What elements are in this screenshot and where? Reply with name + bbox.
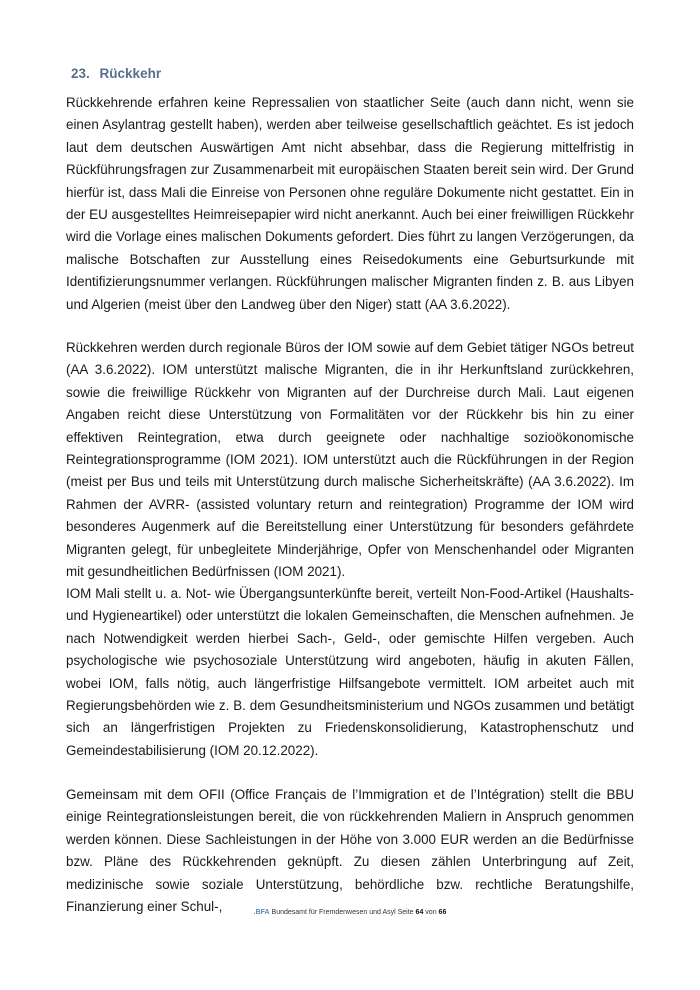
footer-page-total: 66	[438, 909, 447, 916]
paragraph-iom-mali-hilfen: IOM Mali stellt u. a. Not- wie Übergangsunterkünfte bereit, verteilt Non-Food-Artikel (Haushalts- und Hygieneartikel) oder unterstützt die lokalen Gemeinschaften, die Menschen aufnehmen. Je nach Notwendigkeit werden hierbei Sach-, Geld-, oder gemischte Hilfen vergeben. Auch psychologische wie psychosoziale Unterstützung wird angeboten, häufig in akuten Fällen, wobei IOM, falls nötig, auch längerfristige Hilfsangebote vermittelt. IOM arbeitet auch mit Regierungsbehörden wie z. B. dem Gesundheitsministerium und NGOs zusammen und betätigt sich an längerfristigen Projekten zu Friedenskonsolidierung, Katastrophenschutz und Gemeindestabilisierung (IOM 20.12.2022).	[66, 586, 634, 758]
footer-page-label: Seite	[397, 909, 414, 916]
paragraph-ofii-bbu-reintegration: Gemeinsam mit dem OFII (Office Français de l’Immigration et de l’Intégration) stellt die BBU einige Reintegrationsleistungen bereit, die von rückkehrenden Maliern in Anspruch genommen werden können. Diese Sachleistungen in der Höhe von 3.000 EUR werden an die Bedürfnisse bzw. Pläne des Rückkehrenden geknüpft. Zu diesen zählen Unterbringung auf Zeit, medizinische sowie soziale Unterstützung, behördliche bzw. rechtliche Beratungshilfe, Finanzierung einer Schul-,	[66, 787, 634, 915]
footer-page-current: 64	[415, 909, 424, 916]
paragraph-rueckkehr-repressalien: Rückkehrende erfahren keine Repressalien von staatlicher Seite (auch dann nicht, wenn sie einen Asylantrag gestellt haben), werden aber teilweise gesellschaftlich geächtet. Es ist jedoch laut dem deutschen Auswärtigen Amt nicht absehbar, dass die Regierung mittelfristig in Rückführungsfragen zur Zusammenarbeit mit europäischen Staaten bereit sein wird. Der Grund hierfür ist, dass Mali die Einreise von Personen ohne reguläre Dokumente nicht gestattet. Ein in der EU ausgestelltes Heimreisepapier wird nicht anerkannt. Auch bei einer freiwilligen Rückkehr wird die Vorlage eines malischen Dokuments gefordert. Dies führt zu langen Verzögerungen, da malische Botschaften zur Ausstellung eines Reisedokuments eine Geburtsurkunde mit Identifizierungsnummer verlangen. Rückführungen malischer Migranten finden z. B. aus Libyen und Algerien (meist über den Landweg über den Niger) statt (AA 3.6.2022).	[66, 95, 634, 312]
section-title: Rückkehr	[99, 66, 162, 81]
footer-organization: Bundesamt für Fremdenwesen und Asyl	[271, 909, 396, 916]
section-heading	[71, 66, 161, 81]
paragraph-iom-betreuung: Rückkehren werden durch regionale Büros der IOM sowie auf dem Gebiet tätiger NGOs betreut (AA 3.6.2022). IOM unterstützt malische Migranten, die in ihr Herkunftsland zurückkehren, sowie die freiwillige Rückkehr von Migranten auf der Durchreise durch Mali. Laut eigenen Angaben reicht diese Unterstützung von Formalitäten vor der Rückkehr bis hin zu einer effektiven Reintegration, etwa durch geeignete oder nachhaltige sozioökonomische Reintegrationsprogramme (IOM 2021). IOM unterstützt auch die Rückführungen in der Region (meist per Bus und teils mit Unterstützung durch malische Sicherheitskräfte) (AA 3.6.2022). Im Rahmen der AVRR- (assisted voluntary return and reintegration) Programme der IOM wird besonderes Augenmerk auf die Bereitstellung einer Unterstützung für besonders gefährdete Migranten gelegt, für unbegleitete Minderjährige, Opfer von Menschenhandel oder Migranten mit gesundheitlichen Bedürfnissen (IOM 2021).	[66, 340, 634, 580]
bfa-logo-text: .BFA	[253, 909, 270, 916]
page-footer	[0, 909, 700, 916]
footer-page-of: von	[425, 909, 437, 916]
section-number: 23.	[71, 66, 90, 81]
